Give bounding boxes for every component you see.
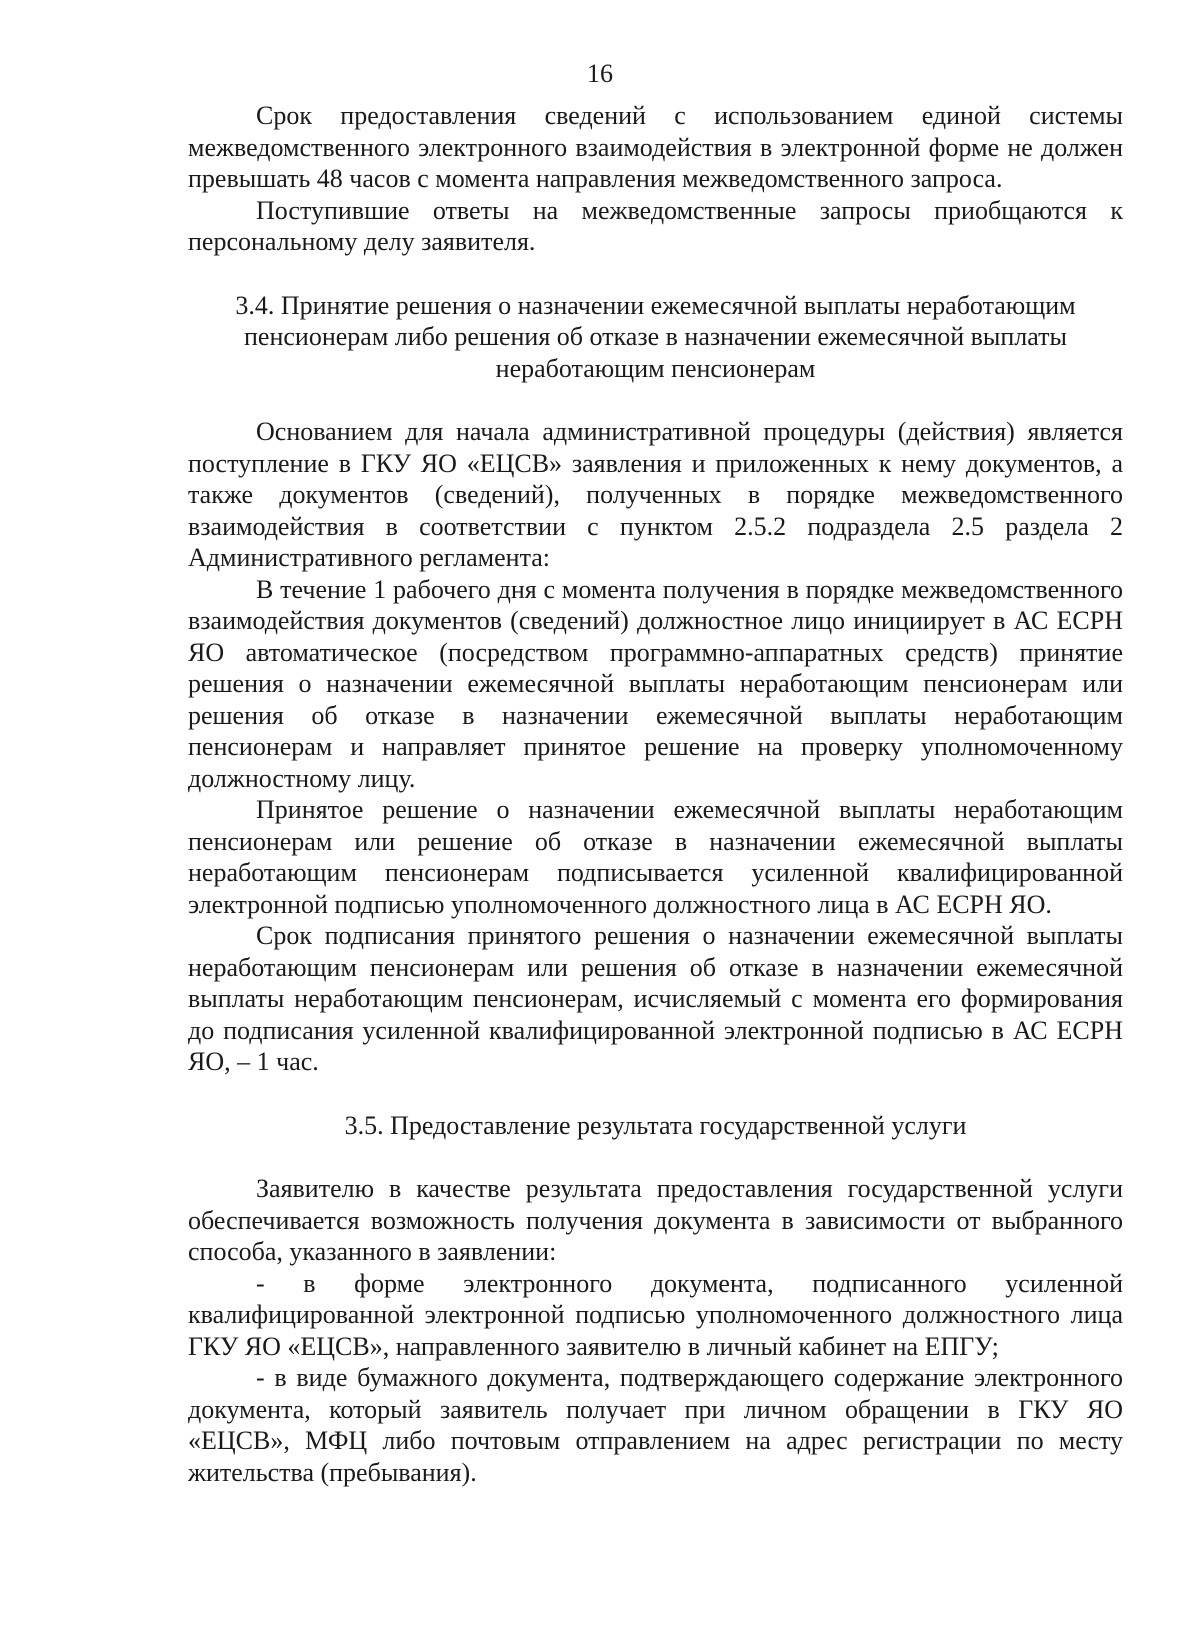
paragraph-response-deadline: Срок предоставления сведений с использованием единой системы межведомственного электронного взаимодействия в электронной форме не должен превышать 48 часов с момента направления межведомственного запроса. xyxy=(188,101,1123,193)
paragraph-result-delivery: Заявителю в качестве результата предоставления государственной услуги обеспечивается возможность получения документа в зависимости от выбранного способа, указанного в заявлении: xyxy=(188,1174,1123,1266)
paragraph-procedure-basis: Основанием для начала административной процедуры (действия) является поступление в ГКУ ЯО «ЕЦСВ» заявления и приложенных к нему документов, а также документов (сведений), полученных в порядке межведомственного взаимодействия в соответствии с пунктом 2.5.2 подраздела 2.5 раздела 2 Административного регламента: xyxy=(188,417,1123,572)
section-heading-3-4: 3.4. Принятие решения о назначении ежемесячной выплаты неработающим пенсионерам либо решения об отказе в назначении ежемесячной выплаты неработающим пенсионерам xyxy=(235,290,1076,383)
document-body xyxy=(188,100,1123,1488)
paragraph-decision-initiation: В течение 1 рабочего дня с момента получения в порядке межведомственного взаимодействия документов (сведений) должностное лицо инициирует в АС ЕСРН ЯО автоматическое (посредством программно-аппаратных средств) принятие решения о назначении ежемесячной выплаты неработающим пенсионерам или решения об отказе в назначении ежемесячной выплаты неработающим пенсионерам и направляет принятое решение на проверку уполномоченному должностному лицу. xyxy=(188,574,1123,793)
list-item-paper-document: - в виде бумажного документа, подтверждающего содержание электронного документа, который заявитель получает при личном обращении в ГКУ ЯО «ЕЦСВ», МФЦ либо почтовым отправлением на адрес регистрации по месту жительства (пребывания). xyxy=(188,1363,1123,1487)
section-heading-3-5: 3.5. Предоставление результата государственной услуги xyxy=(344,1110,967,1140)
page-number: 16 xyxy=(587,59,613,88)
list-item-electronic-document: - в форме электронного документа, подписанного усиленной квалифицированной электронной подписью уполномоченного должностного лица ГКУ ЯО «ЕЦСВ», направленного заявителю в личный кабинет на ЕПГУ; xyxy=(188,1268,1123,1361)
paragraph-signing-deadline: Срок подписания принятого решения о назначении ежемесячной выплаты неработающим пенсионерам или решения об отказе в назначении ежемесячной выплаты неработающим пенсионерам, исчисляемый с момента его формирования до подписания усиленной квалифицированной электронной подписью в АС ЕСРН ЯО, – 1 час. xyxy=(188,921,1123,1076)
paragraph-responses-attached: Поступившие ответы на межведомственные запросы приобщаются к персональному делу заявителя. xyxy=(188,195,1123,256)
paragraph-decision-signing: Принятое решение о назначении ежемесячной выплаты неработающим пенсионерам или решение об отказе в назначении ежемесячной выплаты неработающим пенсионерам подписывается усиленной квалифицированной электронной подписью уполномоченного должностного лица в АС ЕСРН ЯО. xyxy=(188,795,1123,919)
